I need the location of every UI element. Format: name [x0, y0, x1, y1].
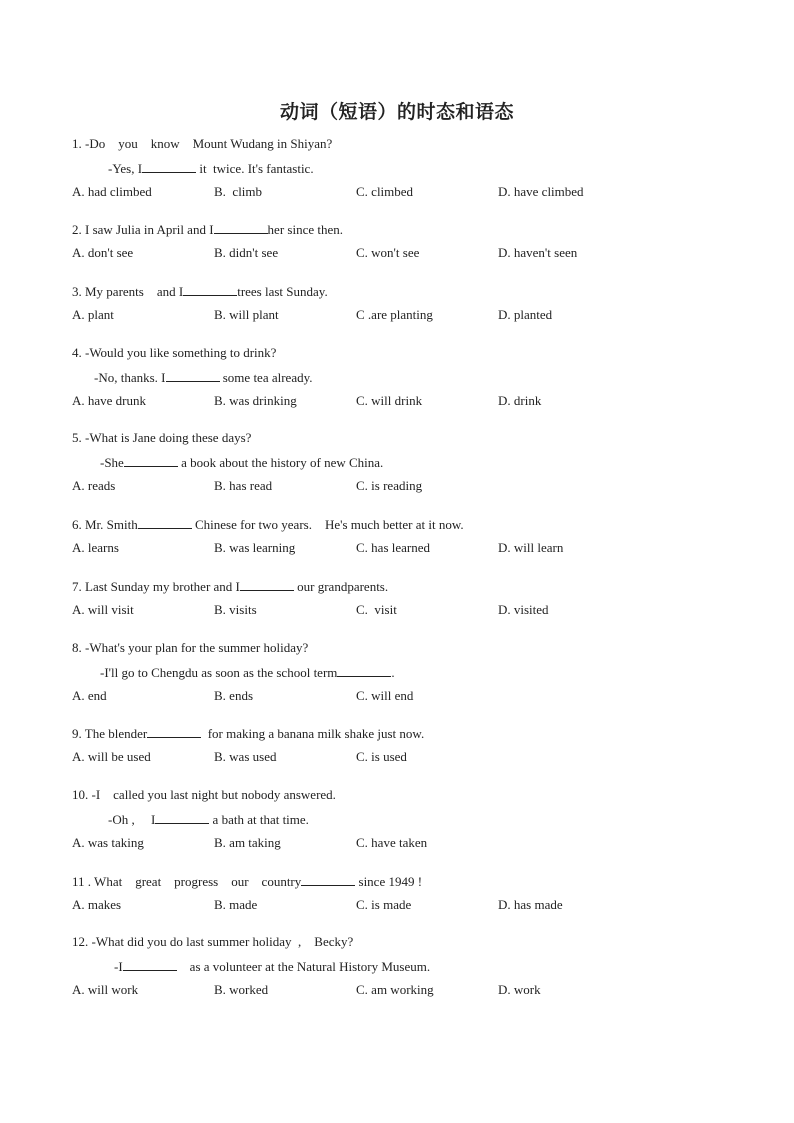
- stem-text: for making a banana milk shake just now.: [201, 726, 425, 741]
- stem-text: -I'll go to Chengdu as soon as the school term: [100, 665, 338, 680]
- stem-text: . -What did you do last summer holiday , Becky?: [85, 934, 354, 949]
- stem-text: Chinese for two years. He's much better at it now.: [191, 517, 464, 532]
- answer-blank: [301, 873, 355, 886]
- answer-blank: [124, 454, 178, 467]
- stem-text: a bath at that time.: [209, 812, 309, 827]
- stem-text: it twice. It's fantastic.: [196, 161, 314, 176]
- stem-text: . What great progress our country: [84, 874, 302, 889]
- option-a: A. had climbed: [72, 184, 152, 199]
- option-c: C. won't see: [356, 245, 420, 260]
- question-number: 3: [72, 284, 79, 299]
- option-a: A. have drunk: [72, 393, 147, 408]
- stem-text: -Yes, I: [108, 161, 143, 176]
- option-b: B. didn't see: [214, 245, 279, 260]
- stem-text: . Last Sunday my brother and I: [78, 579, 240, 594]
- stem-text: . -Would you like something to drink?: [78, 345, 277, 360]
- stem-text: since 1949 !: [355, 874, 423, 889]
- page-title: 动词（短语）的时态和语态: [279, 101, 514, 123]
- question-stem: [72, 221, 343, 238]
- question-response: [114, 958, 430, 975]
- question-stem: [72, 136, 332, 152]
- question-stem: [72, 640, 308, 656]
- answer-blank: [147, 725, 201, 738]
- answer-blank: [166, 369, 220, 382]
- answer-blank: [123, 958, 177, 971]
- option-c: C. is made: [356, 897, 412, 912]
- question-number: 9: [72, 726, 79, 741]
- question-stem: [72, 934, 353, 950]
- option-c: C. will end: [356, 688, 414, 703]
- stem-text: . The blender: [78, 726, 148, 741]
- stem-text: a book about the history of new China.: [177, 455, 384, 470]
- question-stem: [72, 873, 422, 890]
- stem-text: . Mr. Smith: [78, 517, 138, 532]
- stem-text: her since then.: [267, 222, 343, 237]
- option-b: B. am taking: [214, 835, 281, 850]
- stem-text: . -What is Jane doing these days?: [78, 430, 252, 445]
- question-response: [100, 664, 395, 681]
- stem-text: our grandparents.: [293, 579, 389, 594]
- question-stem: [72, 787, 336, 803]
- question-stem: [72, 725, 424, 742]
- question-response: [108, 160, 314, 177]
- stem-text: . -Do you know Mount Wudang in Shiyan?: [78, 136, 333, 151]
- answer-blank: [138, 516, 192, 529]
- answer-blank: [155, 811, 209, 824]
- option-d: D. drink: [498, 393, 542, 408]
- question-number: 2: [72, 222, 79, 237]
- question-number: 11: [72, 874, 85, 889]
- option-b: B. worked: [214, 982, 269, 997]
- answer-blank: [337, 664, 391, 677]
- option-a: A. will be used: [72, 749, 151, 764]
- option-b: B. made: [214, 897, 258, 912]
- stem-text: -No, thanks. I: [94, 370, 166, 385]
- question-number: 6: [72, 517, 79, 532]
- question-number: 4: [72, 345, 79, 360]
- option-c: C. is used: [356, 749, 407, 764]
- option-d: D. work: [498, 982, 541, 997]
- option-c: C .are planting: [356, 307, 433, 322]
- question-stem: [72, 283, 328, 300]
- option-b: B. will plant: [214, 307, 279, 322]
- option-a: A. don't see: [72, 245, 134, 260]
- option-b: B. has read: [214, 478, 273, 493]
- answer-blank: [183, 283, 237, 296]
- option-c: C. will drink: [356, 393, 423, 408]
- option-c: C. has learned: [356, 540, 431, 555]
- answer-blank: [214, 221, 268, 234]
- question-stem: [72, 345, 276, 361]
- stem-text: -She: [100, 455, 124, 470]
- question-stem: [72, 516, 464, 533]
- stem-text: . My parents and I: [78, 284, 184, 299]
- question-stem: [72, 578, 388, 595]
- option-d: D. planted: [498, 307, 553, 322]
- question-number: 7: [72, 579, 79, 594]
- stem-text: -Oh , I: [108, 812, 156, 827]
- stem-text: . -I called you last night but nobody answered.: [85, 787, 336, 802]
- option-a: A. plant: [72, 307, 114, 322]
- question-response: [108, 811, 309, 828]
- question-number: 8: [72, 640, 79, 655]
- option-b: B. climb: [214, 184, 263, 199]
- option-b: B. ends: [214, 688, 253, 703]
- option-c: C. is reading: [356, 478, 423, 493]
- option-d: D. has made: [498, 897, 563, 912]
- option-a: A. reads: [72, 478, 116, 493]
- stem-text: as a volunteer at the Natural History Museum.: [176, 959, 431, 974]
- option-d: D. visited: [498, 602, 549, 617]
- stem-text: .: [391, 665, 395, 680]
- stem-text: some tea already.: [219, 370, 313, 385]
- question-number: 12: [72, 934, 85, 949]
- answer-blank: [142, 160, 196, 173]
- option-a: A. learns: [72, 540, 119, 555]
- question-number: 1: [72, 136, 79, 151]
- question-number: 10: [72, 787, 85, 802]
- option-c: C. have taken: [356, 835, 428, 850]
- stem-text: . I saw Julia in April and I: [78, 222, 214, 237]
- option-a: A. will work: [72, 982, 139, 997]
- option-a: A. makes: [72, 897, 122, 912]
- option-b: B. visits: [214, 602, 257, 617]
- question-stem: [72, 430, 251, 446]
- question-response: [94, 369, 313, 386]
- option-d: D. have climbed: [498, 184, 584, 199]
- option-a: A. was taking: [72, 835, 144, 850]
- option-c: C. visit: [356, 602, 397, 617]
- option-a: A. end: [72, 688, 107, 703]
- option-c: C. climbed: [356, 184, 414, 199]
- option-b: B. was used: [214, 749, 277, 764]
- option-b: B. was drinking: [214, 393, 297, 408]
- stem-text: -I: [114, 959, 123, 974]
- answer-blank: [240, 578, 294, 591]
- option-d: D. will learn: [498, 540, 564, 555]
- question-response: [100, 454, 383, 471]
- question-number: 5: [72, 430, 79, 445]
- option-d: D. haven't seen: [498, 245, 578, 260]
- stem-text: trees last Sunday.: [237, 284, 328, 299]
- option-a: A. will visit: [72, 602, 134, 617]
- option-b: B. was learning: [214, 540, 296, 555]
- option-c: C. am working: [356, 982, 434, 997]
- stem-text: . -What's your plan for the summer holiday?: [78, 640, 309, 655]
